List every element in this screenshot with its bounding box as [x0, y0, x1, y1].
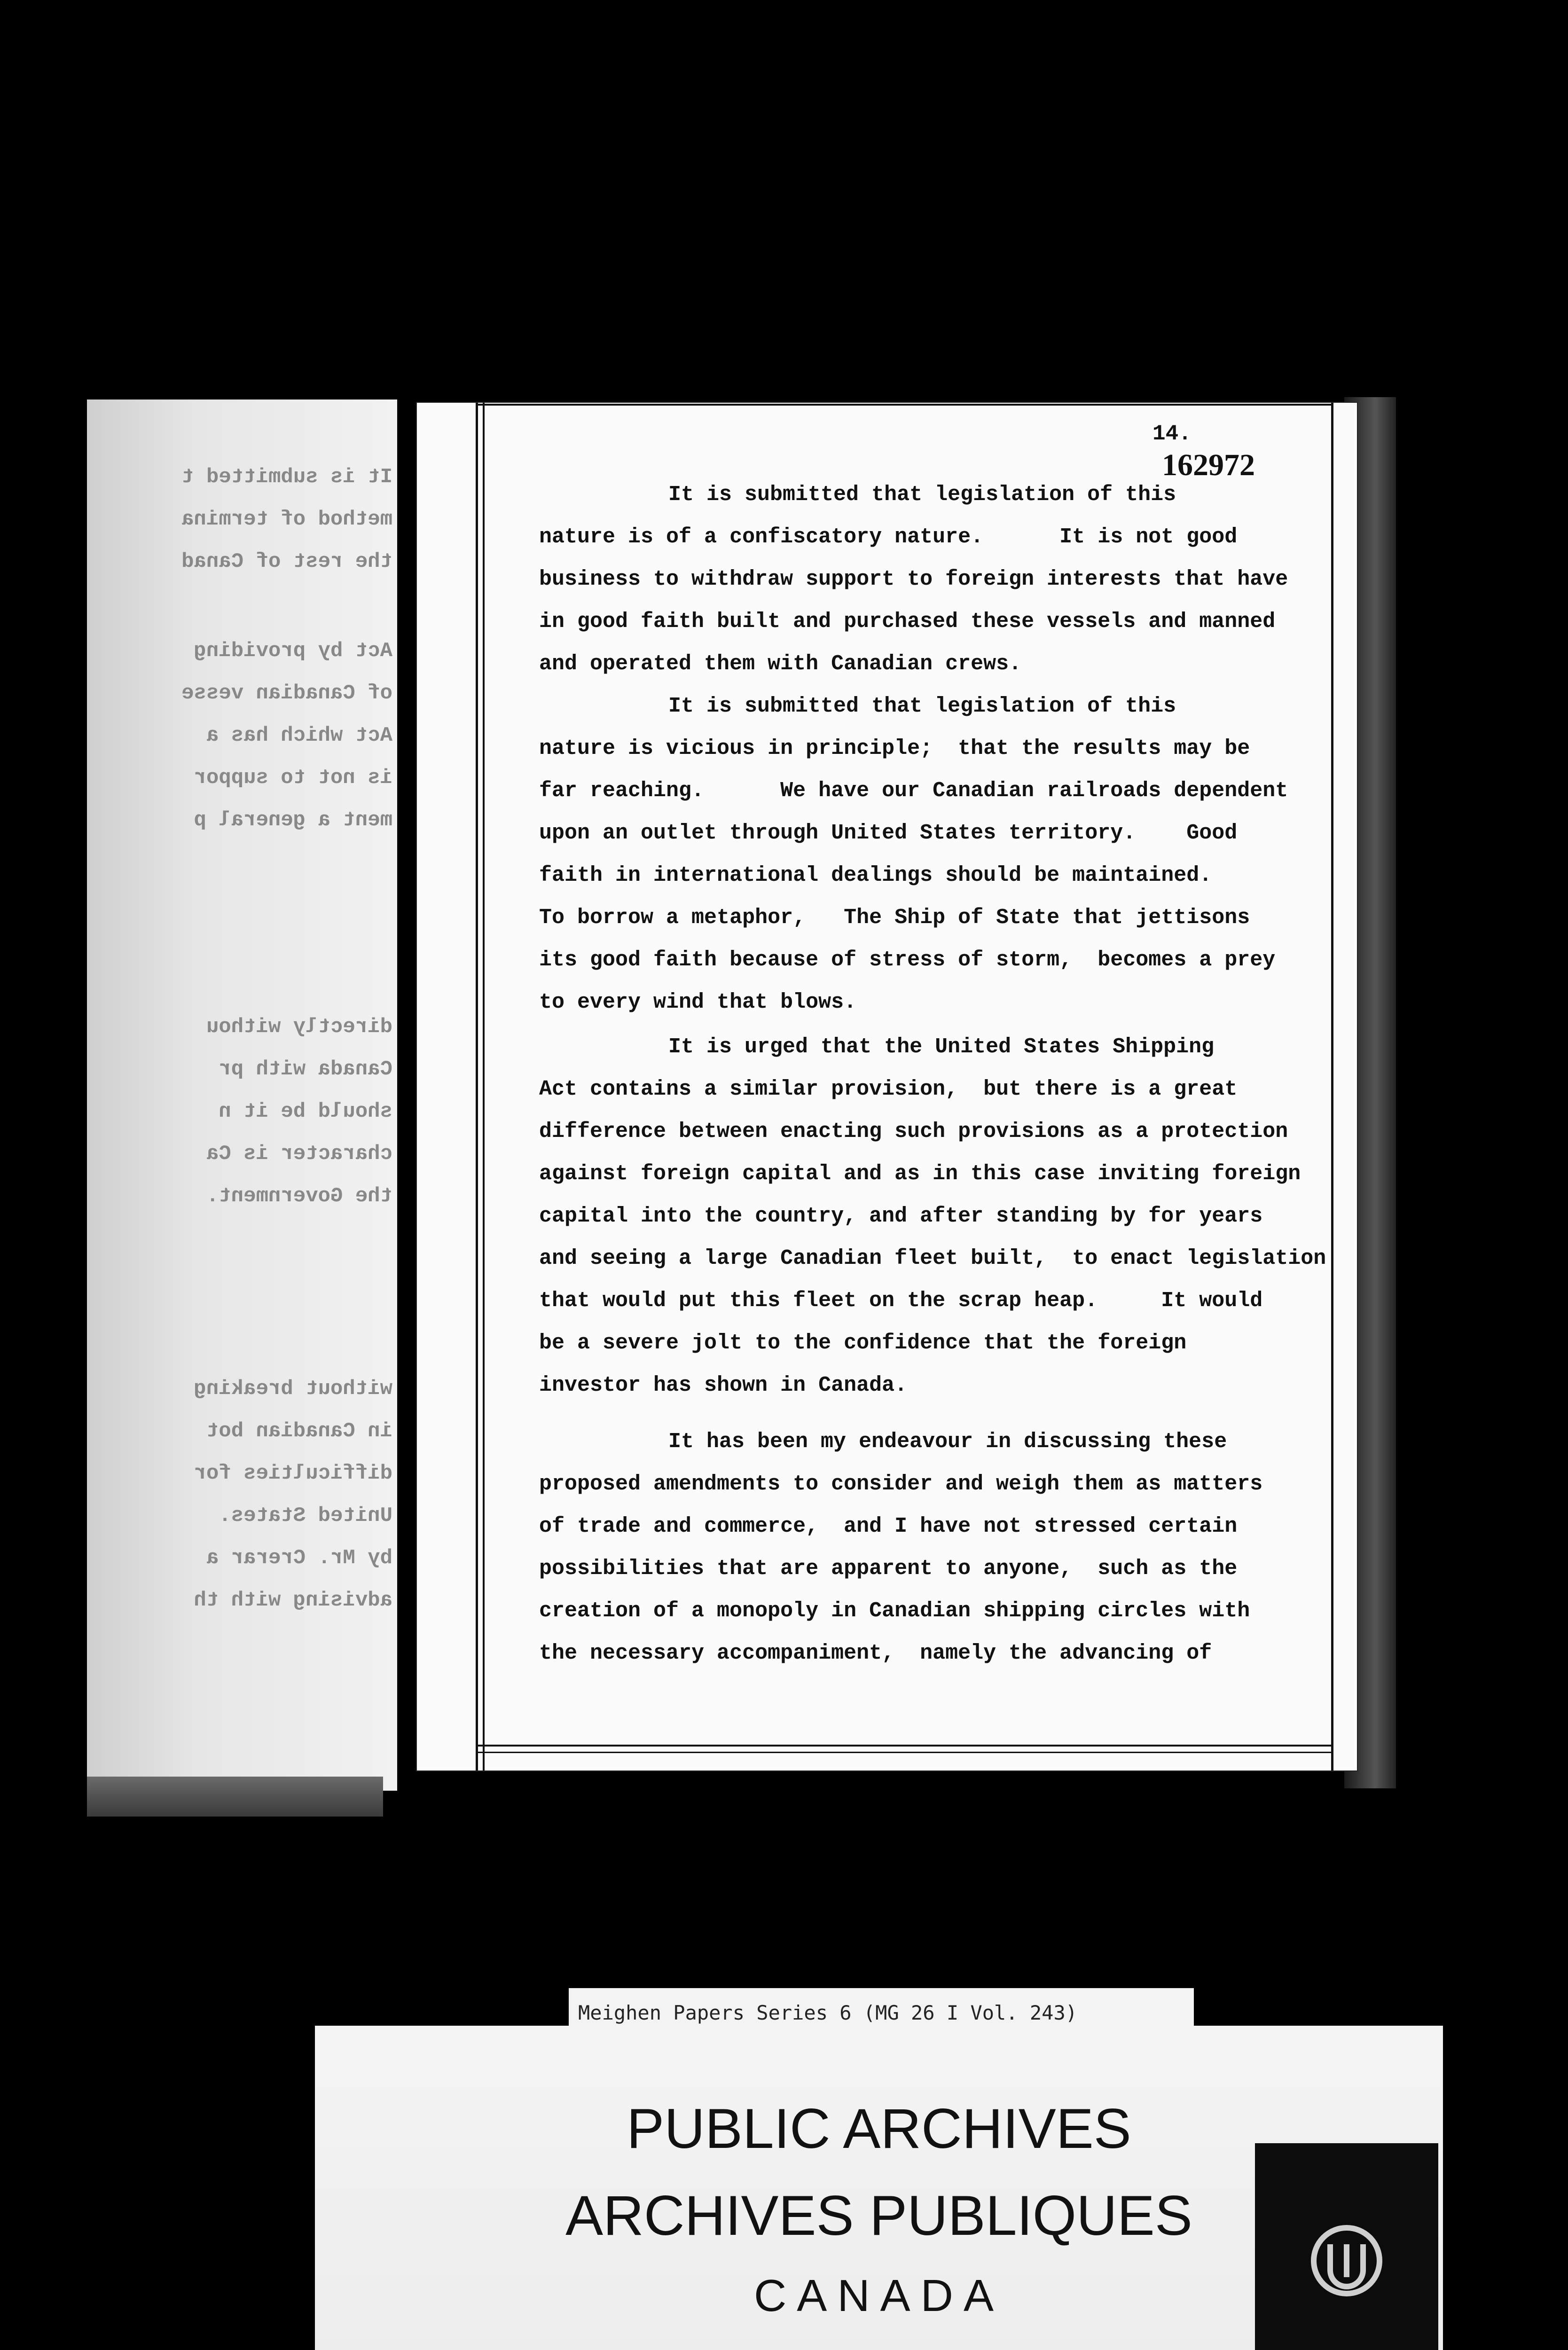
border-rule-top [476, 404, 1333, 406]
underlying-text-line: difficulties for [194, 1462, 392, 1485]
text-line: It is urged that the United States Shipping [668, 1035, 1215, 1059]
underlying-text-line: method of termina [181, 508, 392, 531]
underlying-text-line: Act which has a [206, 724, 392, 747]
text-line: nature is vicious in principle; that the results may be [539, 736, 1250, 760]
text-line: the necessary accompaniment, namely the advancing of [539, 1641, 1212, 1665]
archive-title-en: PUBLIC ARCHIVES [627, 2097, 1131, 2160]
text-line: business to withdraw support to foreign interests that have [539, 567, 1288, 591]
underlying-text-line: directly withou [206, 1015, 392, 1039]
underlying-page [87, 400, 397, 1791]
text-line: Act contains a similar provision, but there is a great [539, 1077, 1238, 1101]
underlying-text-line: should be it n [219, 1100, 392, 1123]
text-line: in good faith built and purchased these vessels and manned [539, 610, 1276, 634]
document-number: 162972 [1162, 448, 1255, 482]
archive-country: CANADA [753, 2271, 1004, 2321]
border-rule-right [1331, 403, 1333, 1770]
text-line: that would put this fleet on the scrap heap. It would [539, 1289, 1263, 1313]
text-line: and operated them with Canadian crews. [539, 652, 1022, 676]
underlying-text-line: Act by providing [194, 639, 392, 663]
text-line: faith in international dealings should be maintained. [539, 863, 1212, 887]
underlying-text-line: ment a general p [194, 808, 392, 832]
underlying-text-line: without breaking [194, 1377, 392, 1401]
border-rule-left-outer [476, 403, 478, 1770]
underlying-text-line: in Canadian bot [206, 1419, 392, 1443]
text-line: investor has shown in Canada. [539, 1373, 908, 1397]
text-line: To borrow a metaphor, The Ship of State that jettisons [539, 906, 1250, 930]
text-line: difference between enacting such provisions as a protection [539, 1120, 1288, 1144]
text-line: its good faith because of stress of storm, becomes a prey [539, 948, 1276, 972]
archive-seal-icon [1255, 2143, 1438, 2350]
text-line: It is submitted that legislation of this [668, 694, 1176, 718]
reference-text: Meighen Papers Series 6 (MG 26 I Vol. 243) [578, 2001, 1078, 2024]
text-line: It is submitted that legislation of this [668, 483, 1176, 507]
underlying-text-line: the rest of Canad [181, 550, 392, 573]
archive-title-fr: ARCHIVES PUBLIQUES [565, 2184, 1192, 2247]
archive-logo-block [1255, 2143, 1438, 2350]
border-rule-bottom [476, 1745, 1333, 1747]
text-line: proposed amendments to consider and weigh them as matters [539, 1472, 1263, 1496]
text-line: nature is of a confiscatory nature. It is not good [539, 525, 1238, 549]
text-line: of trade and commerce, and I have not stressed certain [539, 1514, 1238, 1538]
border-rule-bottom-inner [476, 1752, 1333, 1753]
text-line: to every wind that blows. [539, 990, 857, 1014]
text-line: far reaching. We have our Canadian railroads dependent [539, 779, 1288, 803]
underlying-text-line: It is submitted t [181, 465, 392, 489]
text-line: upon an outlet through United States territory. Good [539, 821, 1238, 845]
underlying-text-line: Canada with pr [219, 1058, 392, 1081]
text-line: capital into the country, and after standing by for years [539, 1204, 1263, 1228]
underlying-text-line: is not to suppor [194, 766, 392, 790]
underlying-text-line: United States. [219, 1504, 392, 1528]
underlying-text-line: the Government. [206, 1184, 392, 1208]
text-line: and seeing a large Canadian fleet built, to enact legislation [539, 1246, 1326, 1270]
text-line: It has been my endeavour in discussing these [668, 1430, 1227, 1454]
document-page [416, 402, 1358, 1771]
underlying-text-line: by Mr. Crerar a [206, 1546, 392, 1570]
text-line: against foreign capital and as in this case inviting foreign [539, 1162, 1301, 1186]
text-line: creation of a monopoly in Canadian shipping circles with [539, 1599, 1250, 1623]
page-shadow [87, 1777, 383, 1817]
underlying-text-line: of Canadian vesse [181, 682, 392, 705]
text-line: be a severe jolt to the confidence that the foreign [539, 1331, 1187, 1355]
underlying-text-line: advising with th [194, 1589, 392, 1612]
underlying-text-line: character is Ca [206, 1142, 392, 1166]
page-number: 14. [1152, 422, 1192, 446]
border-rule-left-inner [483, 403, 485, 1770]
text-line: possibilities that are apparent to anyone, such as the [539, 1557, 1238, 1581]
